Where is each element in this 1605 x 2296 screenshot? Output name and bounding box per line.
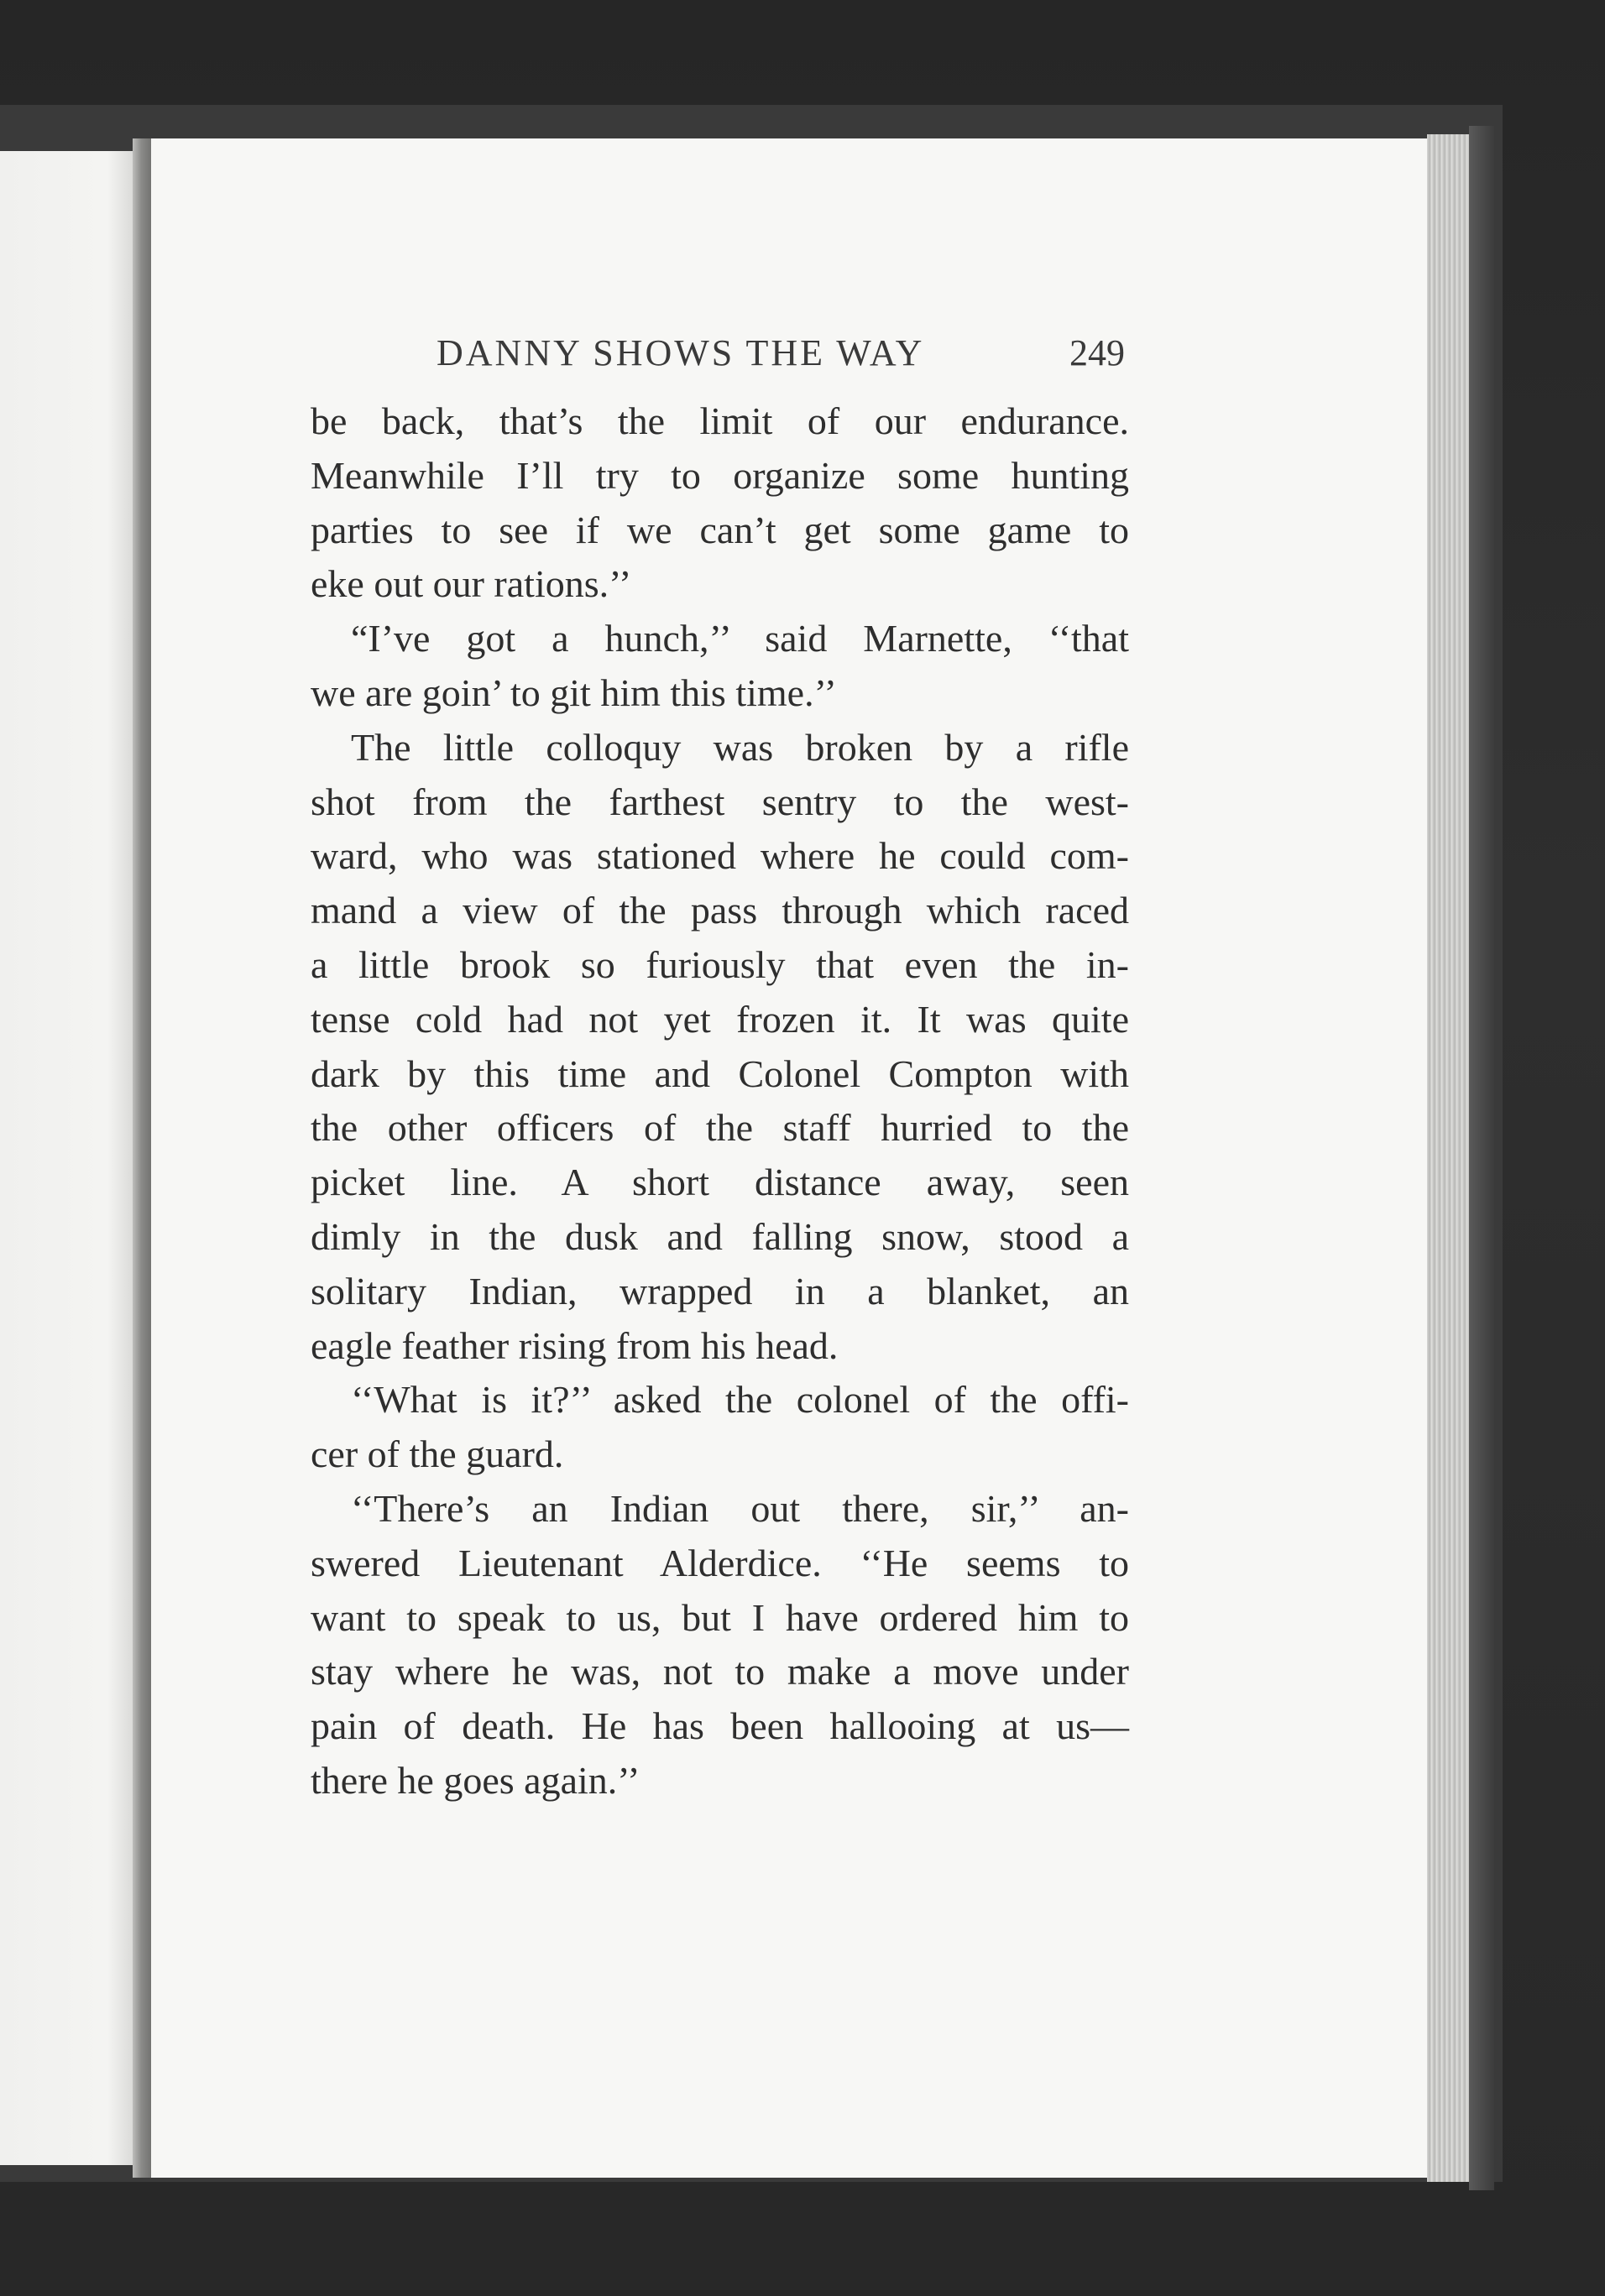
facing-page xyxy=(0,151,134,2165)
page-number: 249 xyxy=(1069,332,1125,373)
text-line: parties to see if we can’t get some game to xyxy=(311,508,1129,551)
text-line: dimly in the dusk and falling snow, stood a xyxy=(311,1214,1129,1258)
text-line: The little colloquy was broken by a rifle xyxy=(351,725,1129,769)
text-line: cer of the guard. xyxy=(311,1432,564,1476)
text-line: ward, who was stationed where he could com- xyxy=(311,834,1129,878)
text-line: dark by this time and Colonel Compton with xyxy=(311,1051,1129,1095)
text-line: the other officers of the staff hurried to the xyxy=(311,1106,1129,1150)
text-line: swered Lieutenant Alderdice. ‘‘He seems to xyxy=(311,1541,1129,1584)
text-line: picket line. A short distance away, seen xyxy=(311,1161,1129,1204)
text-line: Meanwhile I’ll try to organize some hunting xyxy=(311,453,1129,497)
text-line: eke out our rations.’’ xyxy=(311,562,632,606)
text-line: solitary Indian, wrapped in a blanket, an xyxy=(311,1269,1129,1312)
text-line: want to speak to us, but I have ordered him to xyxy=(311,1595,1129,1639)
text-line: stay where he was, not to make a move under xyxy=(311,1650,1129,1693)
text-line: tense cold had not yet frozen it. It was quite xyxy=(311,997,1129,1041)
text-line: a little brook so furiously that even the in- xyxy=(311,942,1129,986)
text-line: eagle feather rising from his head. xyxy=(311,1323,839,1367)
text-line: shot from the farthest sentry to the west- xyxy=(311,780,1129,823)
text-line: we are goin’ to git him this time.’’ xyxy=(311,671,837,714)
text-line: ‘‘There’s an Indian out there, sir,’’ an- xyxy=(351,1486,1129,1530)
text-line: pain of death. He has been hallooing at us— xyxy=(311,1704,1129,1748)
text-line: there he goes again.’’ xyxy=(311,1758,640,1802)
text-line: ‘‘What is it?’’ asked the colonel of the offi- xyxy=(351,1378,1129,1422)
running-head xyxy=(437,331,1125,382)
cover-edge xyxy=(1469,126,1494,2190)
page-edges xyxy=(1427,134,1469,2182)
chapter-title: DANNY SHOWS THE WAY xyxy=(437,332,925,373)
body-text xyxy=(311,394,1129,1808)
text-line: “I’ve got a hunch,’’ said Marnette, ‘‘that xyxy=(351,617,1129,660)
text-line: be back, that’s the limit of our endurance. xyxy=(311,399,1129,442)
text-line: mand a view of the pass through which raced xyxy=(311,889,1129,932)
